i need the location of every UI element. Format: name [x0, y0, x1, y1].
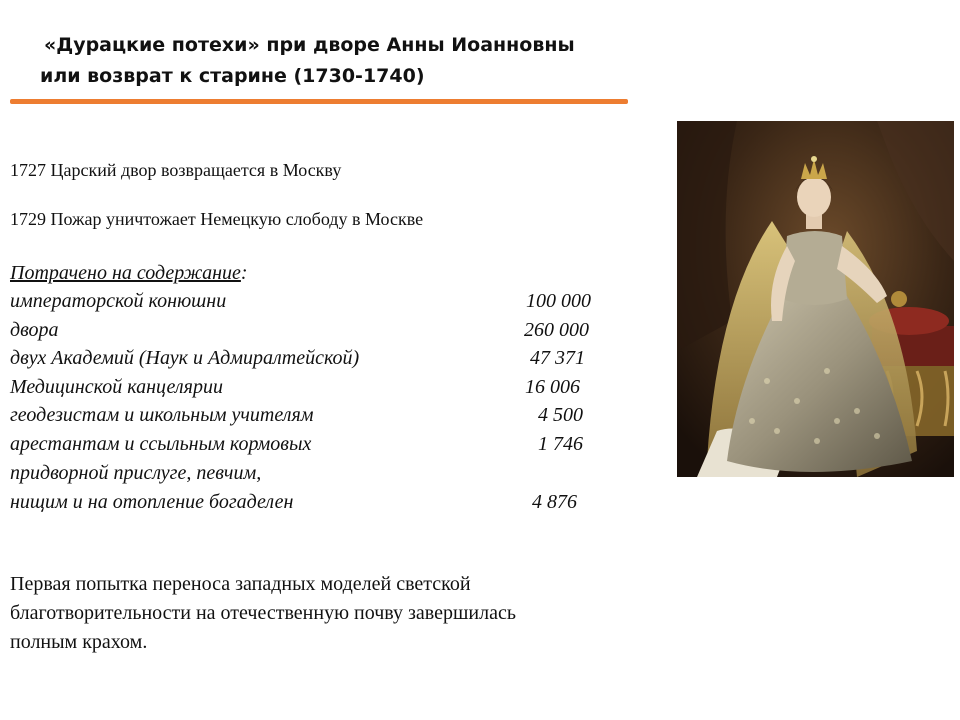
spending-label: придворной прислуге, певчим,: [10, 462, 262, 484]
title-underline: [10, 99, 628, 104]
spending-value: 4 500: [538, 404, 583, 426]
spending-value: 1 746: [538, 433, 583, 455]
conclusion-line: полным крахом.: [10, 631, 148, 653]
spending-label: Медицинской канцелярии: [10, 376, 223, 398]
conclusion-line: благотворительности на отечественную почву завершилась: [10, 602, 516, 624]
spending-row: [10, 347, 610, 375]
spending-row: [10, 404, 610, 432]
title-line-2: или возврат к старине (1730-1740): [40, 65, 425, 87]
spending-value: 16 006: [525, 376, 580, 398]
conclusion-line: Первая попытка переноса западных моделей светской: [10, 573, 471, 595]
spending-label: нищим и на отопление богаделен: [10, 491, 294, 513]
spending-label: императорской конюшни: [10, 290, 227, 312]
spending-label: двух Академий (Наук и Адмиралтейской): [10, 347, 360, 369]
spending-row: [10, 491, 610, 519]
spending-value: 260 000: [524, 319, 589, 341]
spending-label: геодезистам и школьным учителям: [10, 404, 314, 426]
spending-label: арестантам и ссыльным кормовых: [10, 433, 312, 455]
slide-title: [40, 30, 630, 92]
spending-value: 47 371: [530, 347, 585, 369]
spending-row: [10, 319, 610, 347]
conclusion-text: [10, 570, 650, 657]
spending-label: двора: [10, 319, 59, 341]
title-line-1: «Дурацкие потехи» при дворе Анны Иоанновны: [44, 34, 575, 56]
spending-row: [10, 462, 610, 490]
spending-heading: [10, 262, 248, 285]
spending-heading-colon: :: [240, 262, 248, 284]
fact-1727: 1727 Царский двор возвращается в Москву: [10, 160, 342, 180]
spending-value: 100 000: [526, 290, 591, 312]
spending-value: 4 876: [532, 491, 577, 513]
spending-row: [10, 290, 610, 318]
spending-row: [10, 433, 610, 461]
spending-row: [10, 376, 610, 404]
spending-heading-text: Потрачено на содержание: [10, 262, 241, 284]
empress-portrait-image: [677, 121, 954, 477]
fact-1729: 1729 Пожар уничтожает Немецкую слободу в Москве: [10, 209, 424, 229]
